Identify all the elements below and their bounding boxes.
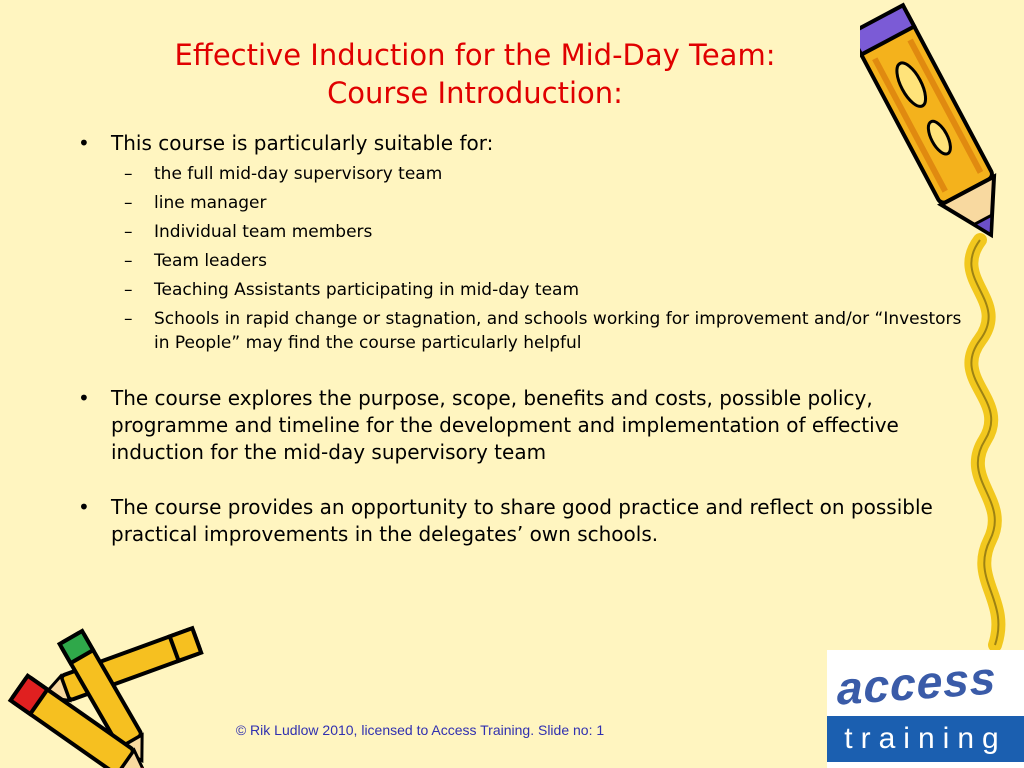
pencil-icon [860, 0, 1024, 650]
sub-bullet-text: Schools in rapid change or stagnation, and schools working for improvement and/or “Investors in People” may find the course particularly helpful [154, 309, 962, 353]
sub-bullet-text: Teaching Assistants participating in mid-day team [154, 280, 579, 300]
sub-bullet-text: the full mid-day supervisory team [154, 164, 443, 184]
slide-footer: © Rik Ludlow 2010, licensed to Access Training. Slide no: 1 [235, 722, 605, 738]
bullet-1-text: This course is particularly suitable for: [111, 131, 494, 155]
dash-marker: – [124, 164, 133, 184]
access-training-logo [827, 650, 1024, 768]
bullet-3 [78, 494, 978, 548]
title-line-1: Effective Induction for the Mid-Day Team: [174, 38, 776, 72]
bullet-2 [78, 385, 978, 466]
logo-word-training: training [844, 722, 1007, 755]
dash-marker: – [124, 309, 133, 329]
sub-bullet-text: Individual team members [154, 222, 373, 242]
bullet-marker: • [78, 386, 90, 410]
sub-bullet [78, 249, 978, 273]
dash-marker: – [124, 222, 133, 242]
dash-marker: – [124, 280, 133, 300]
logo-word-access: access [837, 651, 997, 715]
crayons-icon [0, 620, 210, 768]
sub-bullet [78, 220, 978, 244]
bullet-3-text: The course provides an opportunity to share good practice and reflect on possible practical improvements in the delegates’ own schools. [111, 495, 933, 546]
sub-bullet [78, 278, 978, 302]
dash-marker: – [124, 251, 133, 271]
bullet-2-text: The course explores the purpose, scope, benefits and costs, possible policy, programme and timeline for the development and implementation of effective induction for the mid-day supervisory team [111, 386, 899, 464]
bullet-1 [78, 130, 978, 157]
dash-marker: – [124, 193, 133, 213]
bullet-marker: • [78, 495, 90, 519]
sub-bullet [78, 162, 978, 186]
bullet-marker: • [78, 131, 90, 155]
slide-title [80, 36, 870, 112]
sub-bullet-text: Team leaders [154, 251, 268, 271]
logo-bar [827, 716, 1024, 762]
sub-bullet-text: line manager [154, 193, 267, 213]
title-line-2: Course Introduction: [327, 76, 623, 110]
sub-bullet [78, 191, 978, 215]
slide-body [78, 130, 978, 548]
sub-bullet [78, 307, 978, 355]
